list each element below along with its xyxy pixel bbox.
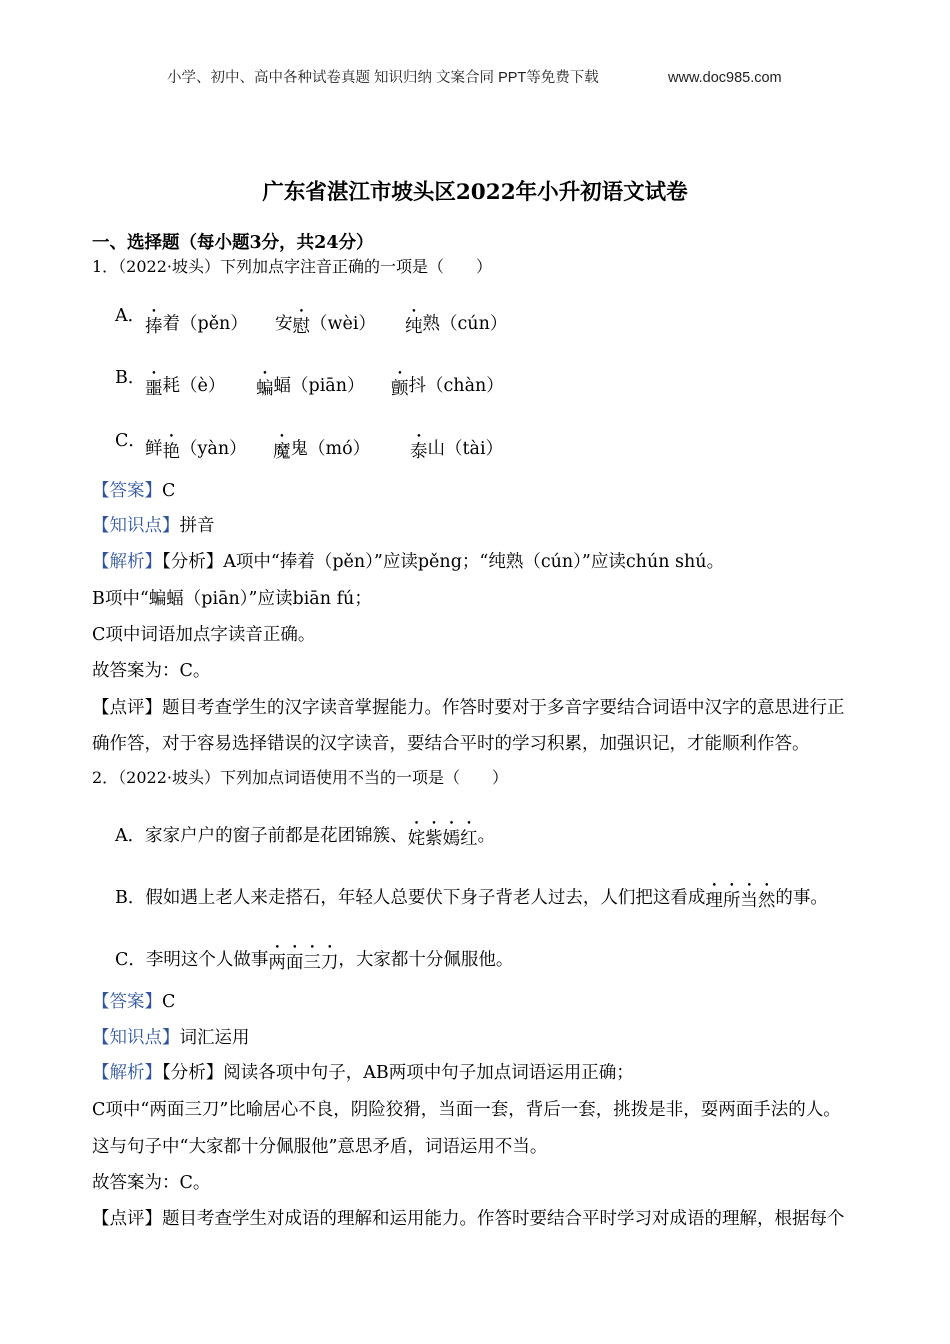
question-2-answer [92, 990, 175, 1014]
word-pre: 鲜 [145, 439, 163, 459]
question-1-analysis-line: B项中“蝙蝠（piān）”应读biān fú； [92, 589, 372, 609]
analysis-text: 【分析】A项中“捧着（pěn）”应读pěng；“纯熟（cún）”应读chún shú。 [162, 552, 725, 572]
analysis-text: 【分析】阅读各项中句子，AB两项中句子加点词语运用正确； [162, 1063, 634, 1083]
question-1-comment-line: 确作答，对于容易选择错误的汉字读音，要结合平时的学习积累，加强识记，才能顺利作答。 [92, 734, 810, 754]
dotted-char: 魔 [273, 442, 291, 462]
question-2-analysis-line: 故答案为：C。 [92, 1173, 211, 1193]
header-site-url: www.doc985.com [668, 70, 782, 86]
dotted-char: 蝙 [256, 379, 274, 399]
option-word [145, 366, 225, 398]
option-post: 。 [477, 826, 496, 846]
knowledge-value: 词汇运用 [179, 1028, 250, 1048]
knowledge-tag: 【知识点】 [92, 516, 180, 536]
question-1-option-c [115, 429, 875, 462]
option-word [410, 429, 503, 461]
dotted-char: 慰 [292, 317, 310, 337]
answer-value: C [162, 992, 176, 1012]
question-2-analysis-line: C项中“两面三刀”比喻居心不良，阴险狡猾，当面一套，背后一套，挑拨是非，耍两面手法的人。 [92, 1100, 841, 1120]
word-post: 蝠（piān） [273, 376, 365, 396]
page-title: 广东省湛江市坡头区2022年小升初语文试卷 [262, 180, 688, 205]
question-1-analysis-line [92, 550, 724, 574]
dotted-phrase: 理所当然 [705, 891, 776, 911]
option-word [145, 304, 248, 336]
option-label: B． [115, 368, 146, 388]
word-post: 着（pěn） [162, 314, 248, 334]
dotted-char: 噩 [145, 379, 163, 399]
option-word [391, 366, 504, 398]
option-word [405, 304, 507, 336]
word-pre: 安 [275, 314, 293, 334]
question-1-knowledge [92, 514, 215, 538]
analysis-tag: 【解析】 [92, 1063, 162, 1083]
dotted-char: 颤 [391, 379, 409, 399]
option-label: A． [115, 826, 146, 846]
option-post: ，大家都十分佩服他。 [338, 950, 514, 970]
question-2-comment-line: 【点评】题目考查学生对成语的理解和运用能力。作答时要结合平时学习对成语的理解，根据每个 [92, 1209, 845, 1229]
question-2-stem: 2．（2022·坡头）下列加点词语使用不当的一项是（ ） [92, 768, 508, 787]
question-2-analysis-line [92, 1061, 634, 1085]
question-2-option-c [115, 940, 513, 972]
option-label: C． [115, 950, 146, 970]
dotted-phrase: 两面三刀 [268, 953, 339, 973]
dotted-char: 捧 [145, 317, 163, 337]
question-2-analysis-line: 这与句子中“大家都十分佩服他”意思矛盾，词语运用不当。 [92, 1137, 548, 1157]
dotted-char: 泰 [410, 442, 428, 462]
knowledge-tag: 【知识点】 [92, 1028, 180, 1048]
option-label: C． [115, 431, 146, 451]
question-2-option-a [115, 816, 495, 848]
knowledge-value: 拼音 [179, 516, 215, 536]
word-post: （wèi） [310, 314, 376, 334]
question-1-analysis-line: C项中词语加点字读音正确。 [92, 625, 316, 645]
word-post: （yàn） [180, 439, 247, 459]
question-1-option-b [115, 366, 875, 399]
dotted-phrase: 姹紫嫣红 [407, 829, 478, 849]
question-1-answer [92, 479, 175, 503]
option-label: B． [115, 888, 146, 908]
question-1-comment-line: 【点评】题目考查学生的汉字读音掌握能力。作答时要对于多音字要结合词语中汉字的意思进行正 [92, 698, 845, 718]
word-post: 山（tài） [427, 439, 504, 459]
option-pre: 家家户户的窗子前都是花团锦簇、 [145, 826, 408, 846]
answer-tag: 【答案】 [92, 481, 162, 501]
question-2-knowledge [92, 1026, 250, 1050]
question-1-analysis-line: 故答案为：C。 [92, 661, 211, 681]
option-word [256, 366, 365, 398]
option-pre: 假如遇上老人来走搭石，年轻人总要伏下身子背老人过去，人们把这看成 [145, 888, 706, 908]
answer-value: C [162, 481, 176, 501]
header-tagline: 小学、初中、高中各种试卷真题 知识归纳 文案合同 PPT等免费下载 [167, 70, 599, 86]
question-1-stem: 1．（2022·坡头）下列加点字注音正确的一项是（ ） [92, 257, 492, 276]
option-post: 的事。 [775, 888, 828, 908]
word-post: 熟（cún） [422, 314, 508, 334]
option-word [273, 429, 370, 461]
analysis-tag: 【解析】 [92, 552, 162, 572]
word-post: 抖（chàn） [408, 376, 504, 396]
word-post: 耗（è） [162, 376, 226, 396]
question-2-option-b [115, 878, 828, 910]
option-label: A． [115, 306, 146, 326]
dotted-char: 艳 [162, 442, 180, 462]
option-pre: 李明这个人做事 [145, 950, 269, 970]
word-post: 鬼（mó） [290, 439, 371, 459]
question-1-option-a [115, 304, 875, 337]
answer-tag: 【答案】 [92, 992, 162, 1012]
option-word [145, 429, 247, 461]
section-heading: 一、选择题（每小题3分，共24分） [92, 233, 374, 253]
dotted-char: 纯 [405, 317, 423, 337]
option-word [275, 304, 376, 336]
